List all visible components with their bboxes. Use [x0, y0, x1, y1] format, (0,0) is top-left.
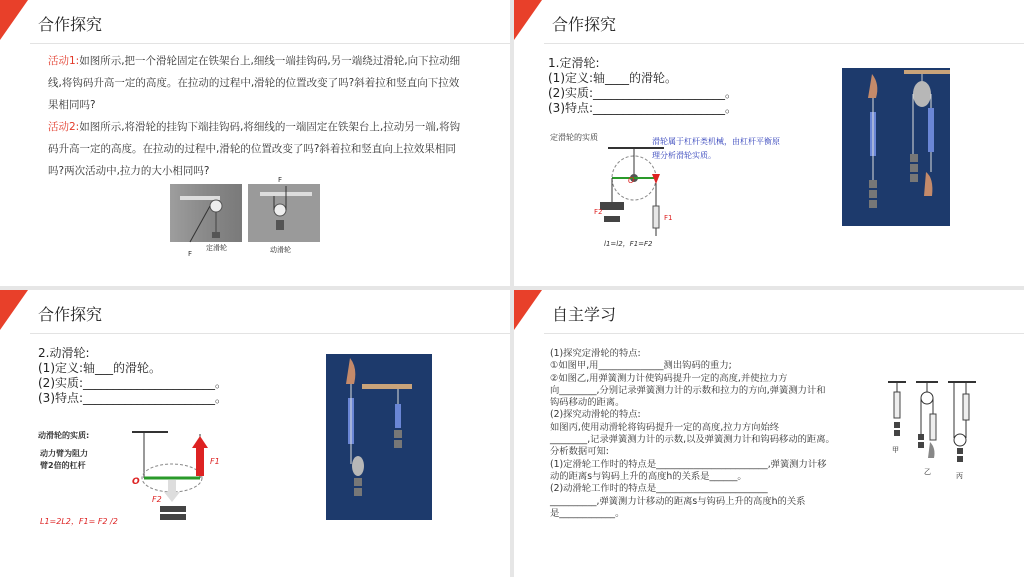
title-divider [30, 333, 510, 334]
movable-pulley-diagram [128, 426, 238, 526]
pulley-photos [170, 176, 322, 258]
study-line: (2)动滑轮工作时的特点是________________________ [550, 483, 768, 495]
fixed-pulley-photo [842, 68, 950, 226]
essence-desc-1: 动力臂为阻力 [40, 449, 88, 458]
study-line: (1)探究定滑轮的特点: [550, 348, 641, 359]
accent-triangle [514, 0, 542, 40]
title-divider [544, 43, 1024, 44]
experiment-diagrams [886, 378, 982, 498]
slide-2 [514, 0, 1024, 286]
slide-title: 合作探究 [38, 305, 103, 324]
slide-title: 合作探究 [552, 15, 617, 34]
study-line: 如图丙,使用动滑轮将钩码提升一定的高度,拉力方向始终 [550, 421, 780, 433]
study-line: 动的距离s与钩码上升的高度h的关系是______。 [550, 470, 747, 482]
outline-line-1: 1.定滑轮: [548, 56, 600, 70]
outline-line-3: (2)实质:______________________。 [38, 376, 228, 390]
movable-pulley-photo [326, 354, 432, 520]
activity2-tag: 活动2: [48, 121, 80, 133]
outline-line-4: (3)特点:______________________。 [38, 391, 228, 405]
study-line: ①如图甲,用______________测出钩码的重力; [550, 360, 732, 372]
study-line: (2)探究动滑轮的特点: [550, 409, 641, 421]
study-line: ________,记录弹簧测力计的示数,以及弹簧测力计和钩码移动的距离。 [550, 434, 835, 446]
slide-3 [0, 290, 510, 577]
outline-line-3: (2)实质:______________________。 [548, 86, 738, 100]
title-divider [544, 333, 1024, 334]
pivot-O: O [132, 477, 140, 487]
label-F1: F1 [664, 214, 673, 222]
label-F2: F2 [152, 495, 162, 504]
accent-triangle [0, 290, 28, 330]
essence-label: 动滑轮的实质: [38, 431, 90, 440]
outline-line-2: (1)定义:轴___的滑轮。 [38, 361, 162, 375]
fig-F-label-2: F [278, 176, 283, 184]
pivot-O: O [628, 176, 635, 185]
activity1-text: 如图所示,把一个滑轮固定在铁架台上,细线一端挂钩码,另一端绕过滑轮,向下拉动细线,将钩码升高一定的高度。在拉动的过程中,滑轮的位置改变了吗?斜着拉和竖直向下拉效果相同吗? [48, 55, 461, 111]
study-line: 分析数据可知: [550, 446, 609, 458]
study-line: (1)定滑轮工作时的特点是________________________,弹簧测力计移 [550, 458, 827, 470]
fig-label-movable: 动滑轮 [270, 246, 291, 254]
fig-label-fixed: 定滑轮 [206, 244, 227, 252]
label-yi: 乙 [924, 468, 931, 476]
fixed-pulley-diagram [594, 140, 694, 250]
slide-title: 合作探究 [38, 15, 103, 34]
study-line: __________,弹簧测力计移动的距离s与钩码上升的高度h的关系 [550, 495, 806, 507]
essence-desc-2: 臂2倍的杠杆 [40, 461, 86, 470]
title-divider [30, 43, 510, 44]
accent-triangle [514, 290, 542, 330]
slide-title: 自主学习 [552, 305, 617, 324]
formula: l1=l2，F1=F2 [604, 240, 653, 248]
outline-line-4: (3)特点:______________________。 [548, 101, 738, 115]
activity1-tag: 活动1: [48, 55, 80, 67]
lever-note: 滑轮属于杠杆类机械，由杠杆平衡原理分析滑轮实质。 [652, 137, 780, 160]
slide-4 [514, 290, 1024, 577]
activity-text [48, 50, 468, 182]
movable-pulley-outline [38, 346, 227, 406]
label-jia: 甲 [892, 446, 899, 454]
label-bing: 丙 [956, 472, 963, 480]
study-line: 是____________。 [550, 507, 625, 519]
activity2-text: 如图所示,将滑轮的挂钩下端挂钩码,将细线的一端固定在铁架台上,拉动另一端,将钩码升高一定的高度。在拉动的过程中,滑轮的位置改变了吗?斜着拉和竖直向上拉效果相同吗?两次活动中,拉力的大小相同吗? [48, 121, 461, 177]
fig-F-label-1: F [188, 250, 193, 258]
accent-triangle [0, 0, 28, 40]
study-text [550, 348, 880, 520]
fixed-pulley-outline [548, 56, 737, 116]
outline-line-2: (1)定义:轴____的滑轮。 [548, 71, 678, 85]
study-line: 钩码移动的距离。 [550, 397, 625, 409]
essence-desc [40, 448, 88, 472]
outline-line-1: 2.动滑轮: [38, 346, 90, 360]
essence-label: 定滑轮的实质 [550, 133, 598, 142]
study-line: 向________,分别记录弹簧测力计的示数和拉力的方向,弹簧测力计和 [550, 384, 826, 396]
label-F2: F2 [594, 208, 603, 216]
formula: L1=2L2，F1= F2 /2 [40, 517, 118, 526]
slide-1 [0, 0, 510, 286]
label-F1: F1 [210, 457, 220, 466]
study-line: ②如图乙,用弹簧测力计使钩码提升一定的高度,并使拉力方 [550, 372, 788, 384]
